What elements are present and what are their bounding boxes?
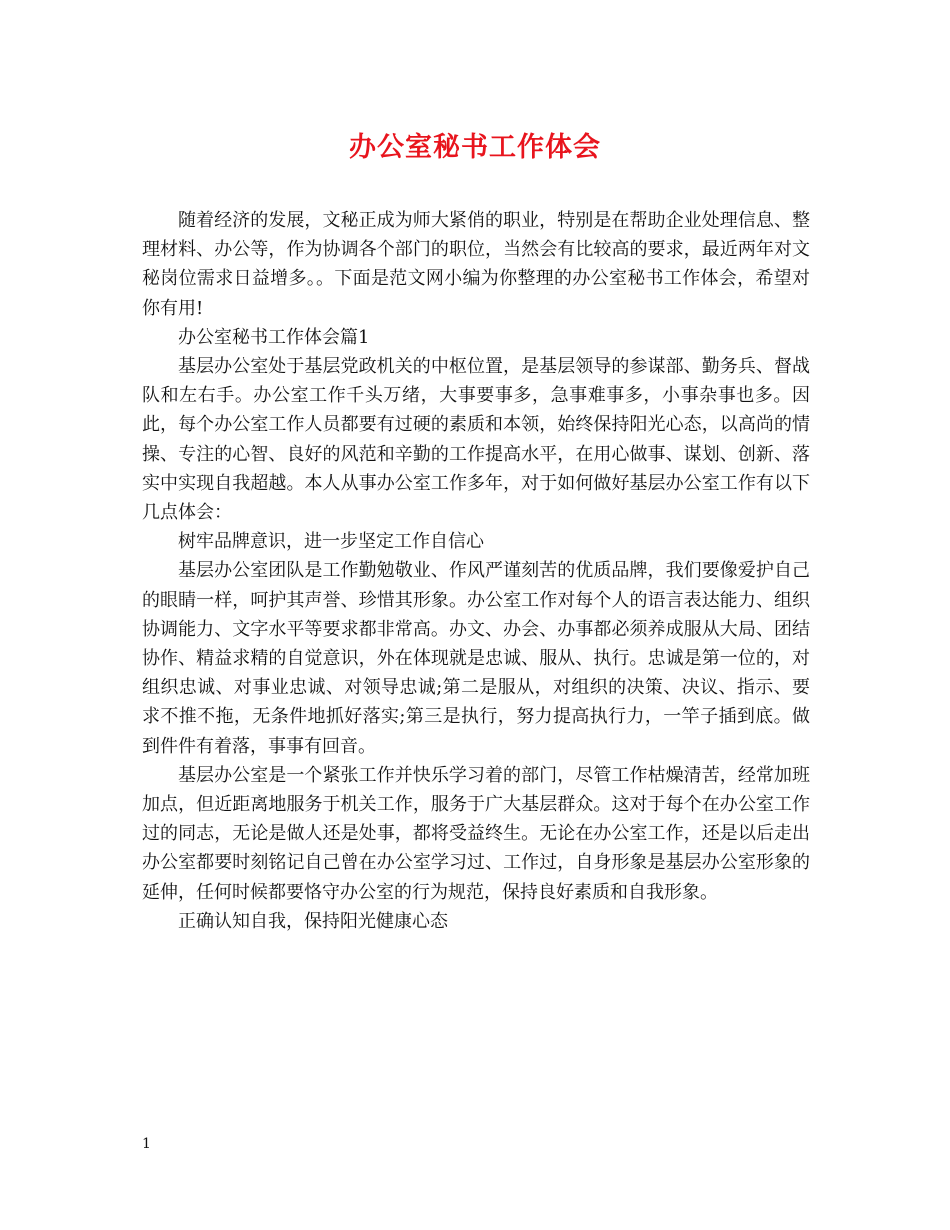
subheading-self-awareness: 正确认知自我，保持阳光健康心态	[178, 910, 448, 932]
paragraph-office-dept: 基层办公室是一个紧张工作并快乐学习着的部门，尽管工作枯燥清苦，经常加班加点，但近距离地服务于机关工作，服务于广大基层群众。这对于每个在办公室工作过的同志，无论是做人还是处事，都将受益终生。无论在办公室工作，还是以后走出办公室都要时刻铭记自己曾在办公室学习过、工作过，自身形象是基层办公室形象的延伸，任何时候都要恪守办公室的行为规范，保持良好素质和自我形象。	[142, 764, 810, 903]
paragraph-brand: 基层办公室团队是工作勤勉敬业、作风严谨刻苦的优质品牌，我们要像爱护自己的眼睛一样，呵护其声誉、珍惜其形象。办公室工作对每个人的语言表达能力、组织协调能力、文字水平等要求都非常高。办文、办会、办事都必须养成服从大局、团结协作、精益求精的自觉意识，外在体现就是忠诚、服从、执行。忠诚是第一位的，对组织忠诚、对事业忠诚、对领导忠诚;第二是服从，对组织的决策、决议、指示、要求不推不拖，无条件地抓好落实;第三是执行，努力提高执行力，一竿子插到底。做到件件有着落，事事有回音。	[142, 560, 810, 757]
page-title: 办公室秘书工作体会	[349, 132, 601, 163]
document-body	[142, 206, 810, 936]
page-number: 1	[142, 1136, 151, 1152]
paragraph-intro: 随着经济的发展，文秘正成为师大紧俏的职业，特别是在帮助企业处理信息、整理材料、办公等，作为协调各个部门的职位，当然会有比较高的要求，最近两年对文秘岗位需求日益增多。。下面是范文网小编为你整理的办公室秘书工作体会，希望对你有用!	[142, 210, 810, 319]
paragraph-background: 基层办公室处于基层党政机关的中枢位置，是基层领导的参谋部、勤务兵、督战队和左右手。办公室工作千头万绪，大事要事多，急事难事多，小事杂事也多。因此，每个办公室工作人员都要有过硬的素质和本领，始终保持阳光心态，以高尚的情操、专注的心智、良好的风范和辛勤的工作提高水平，在用心做事、谋划、创新、落实中实现自我超越。本人从事办公室工作多年，对于如何做好基层办公室工作有以下几点体会：	[142, 356, 810, 524]
subheading-brand-awareness: 树牢品牌意识，进一步坚定工作自信心	[178, 531, 484, 553]
section-heading-1: 办公室秘书工作体会篇1	[178, 326, 370, 348]
